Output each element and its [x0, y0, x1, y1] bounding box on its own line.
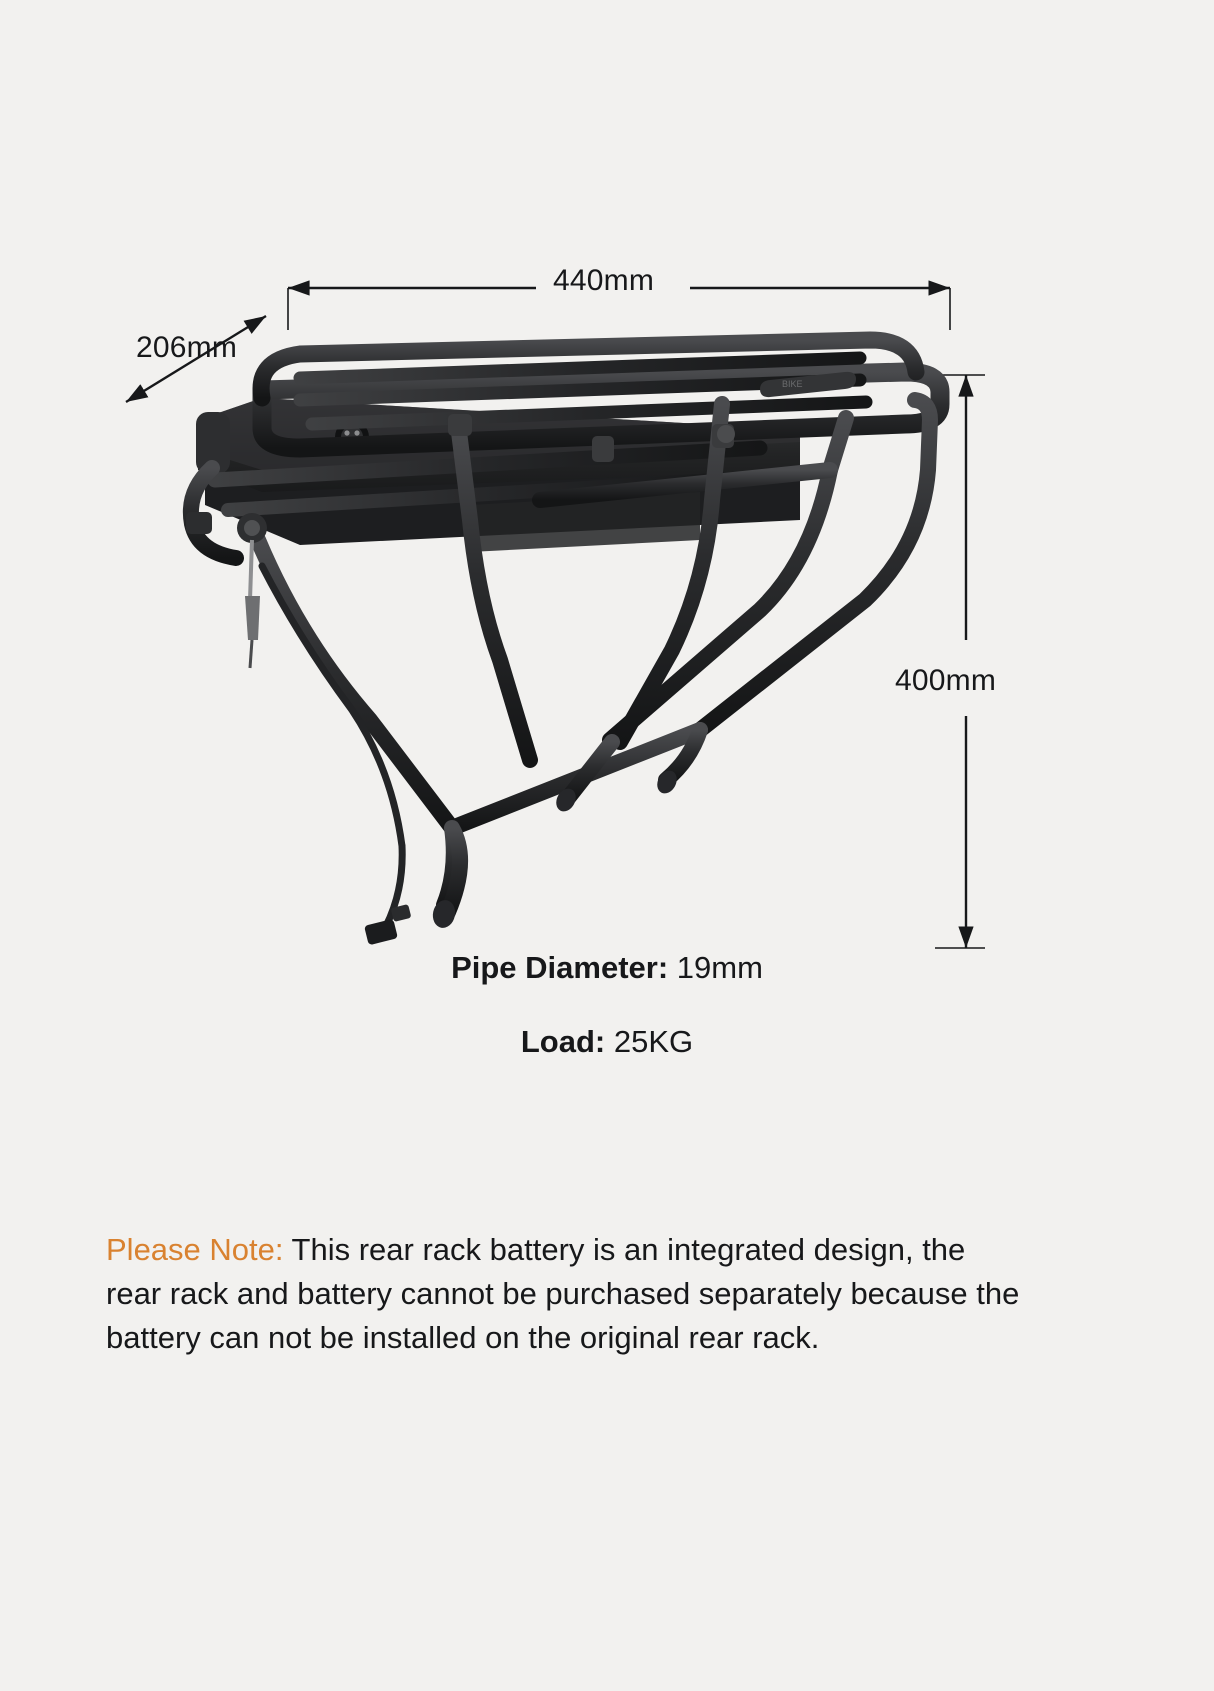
please-note-lead: Please Note:	[106, 1232, 284, 1267]
dimension-width-label: 440mm	[553, 264, 655, 297]
cable-connector	[364, 904, 411, 945]
spec-pipe-diameter-value: 19mm	[668, 950, 763, 985]
please-note-body: This rear rack battery is an integrated design, the rear rack and battery cannot be purchased separately because the battery can not be installed on the original rear rack.	[106, 1232, 1020, 1356]
rear-rack-illustration	[186, 340, 940, 945]
svg-text:BIKE: BIKE	[782, 379, 803, 389]
please-note-block	[106, 1228, 1026, 1360]
spec-load-value: 25KG	[605, 1024, 694, 1059]
dimension-depth-label: 206mm	[136, 331, 238, 364]
dimension-height-label: 400mm	[895, 664, 997, 697]
spec-load-key: Load:	[520, 1024, 606, 1059]
spec-pipe-diameter	[0, 950, 1214, 986]
spec-load	[0, 1024, 1214, 1060]
spec-list	[0, 950, 1214, 1098]
spec-pipe-diameter-key: Pipe Diameter:	[451, 950, 669, 985]
